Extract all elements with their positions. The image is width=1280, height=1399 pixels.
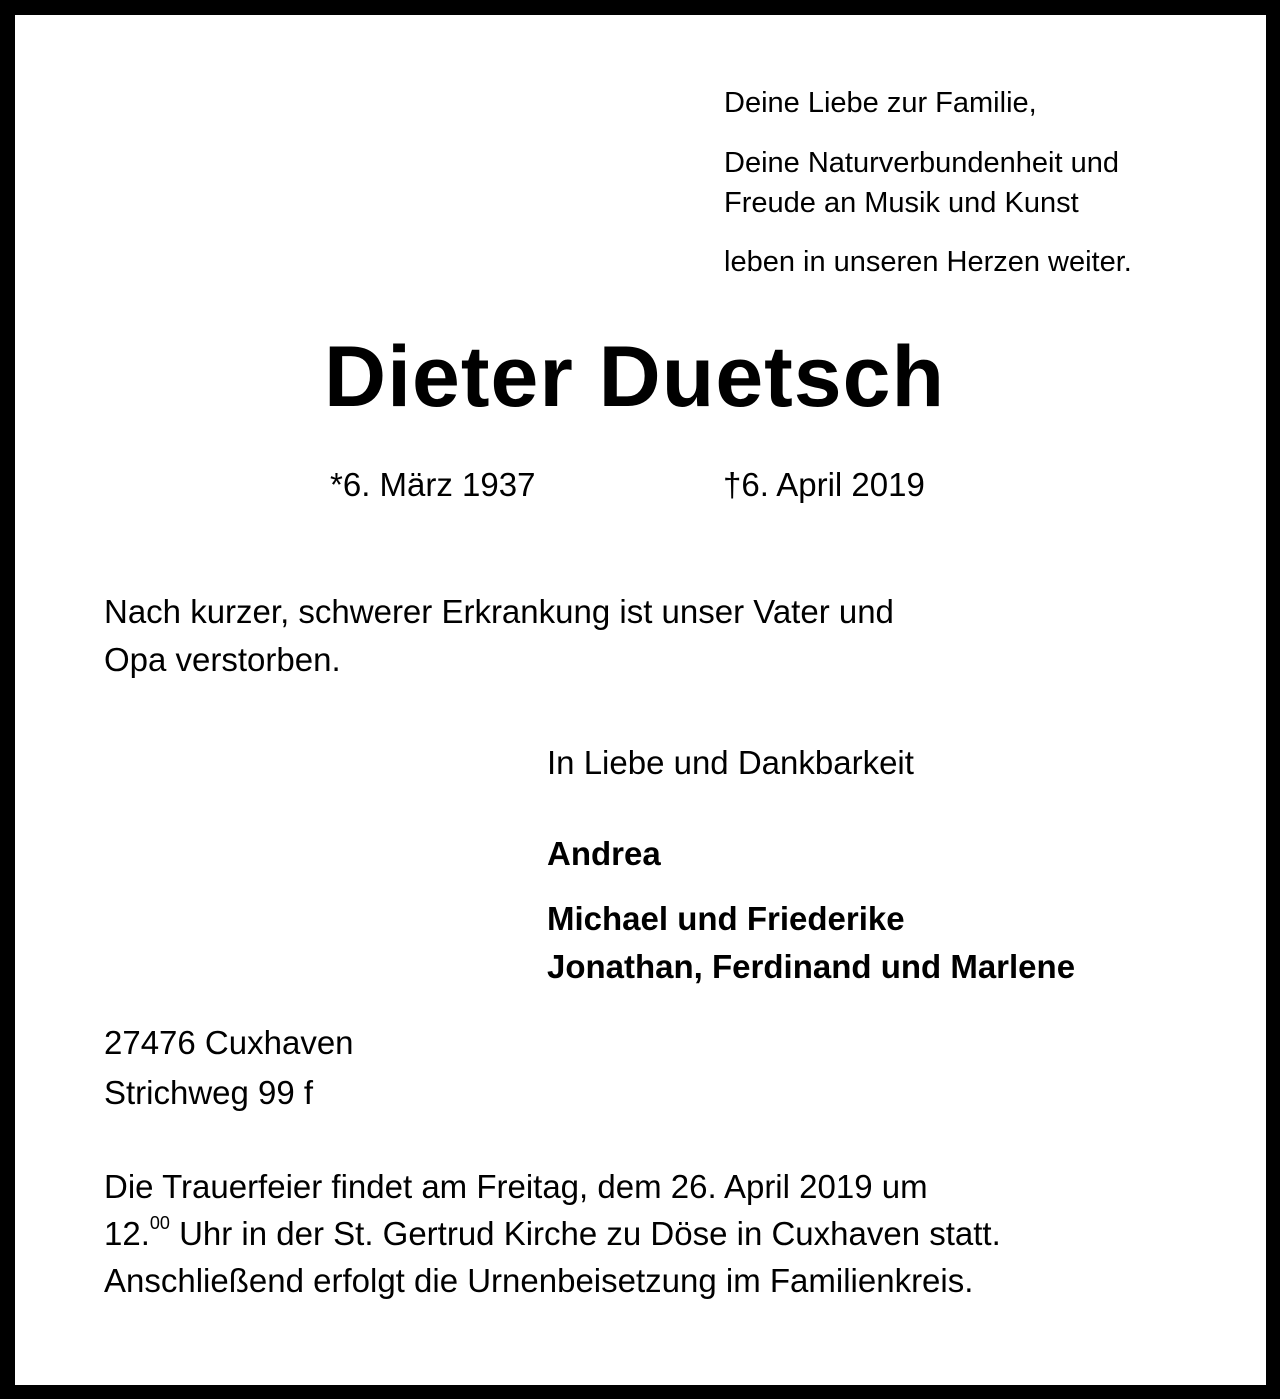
announcement-line-2: Opa verstorben. — [104, 641, 341, 678]
funeral-line-3: Anschließend erfolgt die Urnenbeisetzung im Familienkreis. — [104, 1262, 974, 1299]
mourner-name-2: Michael und Friederike — [547, 900, 905, 937]
announcement-line-1: Nach kurzer, schwerer Erkrankung ist unser Vater und — [104, 593, 894, 630]
funeral-line-2 — [104, 1210, 1001, 1257]
birth-date: *6. März 1937 — [330, 466, 536, 503]
funeral-location: Uhr in der St. Gertrud Kirche zu Döse in Cuxhaven statt. — [169, 1215, 1001, 1252]
motto-line-2: Deine Naturverbundenheit und — [724, 147, 1119, 179]
funeral-time-minutes: 00 — [149, 1213, 170, 1233]
mourner-name-3: Jonathan, Ferdinand und Marlene — [547, 948, 1076, 985]
mourner-group — [547, 895, 1075, 991]
family-address — [104, 1018, 354, 1118]
motto-line-1: Deine Liebe zur Familie, — [724, 87, 1037, 119]
address-street: Strichweg 99 f — [104, 1074, 314, 1111]
funeral-line-1: Die Trauerfeier findet am Freitag, dem 26. April 2019 um — [104, 1168, 928, 1205]
motto-line-3: Freude an Musik und Kunst — [724, 187, 1079, 219]
funeral-time-hour: 12. — [104, 1215, 150, 1252]
death-date: †6. April 2019 — [723, 466, 925, 503]
address-city: 27476 Cuxhaven — [104, 1024, 354, 1061]
funeral-details — [104, 1163, 1001, 1304]
death-announcement — [104, 588, 894, 684]
mourner-name-1: Andrea — [547, 835, 661, 872]
mourners-intro: In Liebe und Dankbarkeit — [547, 744, 914, 781]
obituary-card — [15, 15, 1266, 1385]
motto-line-4: leben in unseren Herzen weiter. — [724, 246, 1132, 278]
deceased-name: Dieter Duetsch — [324, 329, 945, 425]
